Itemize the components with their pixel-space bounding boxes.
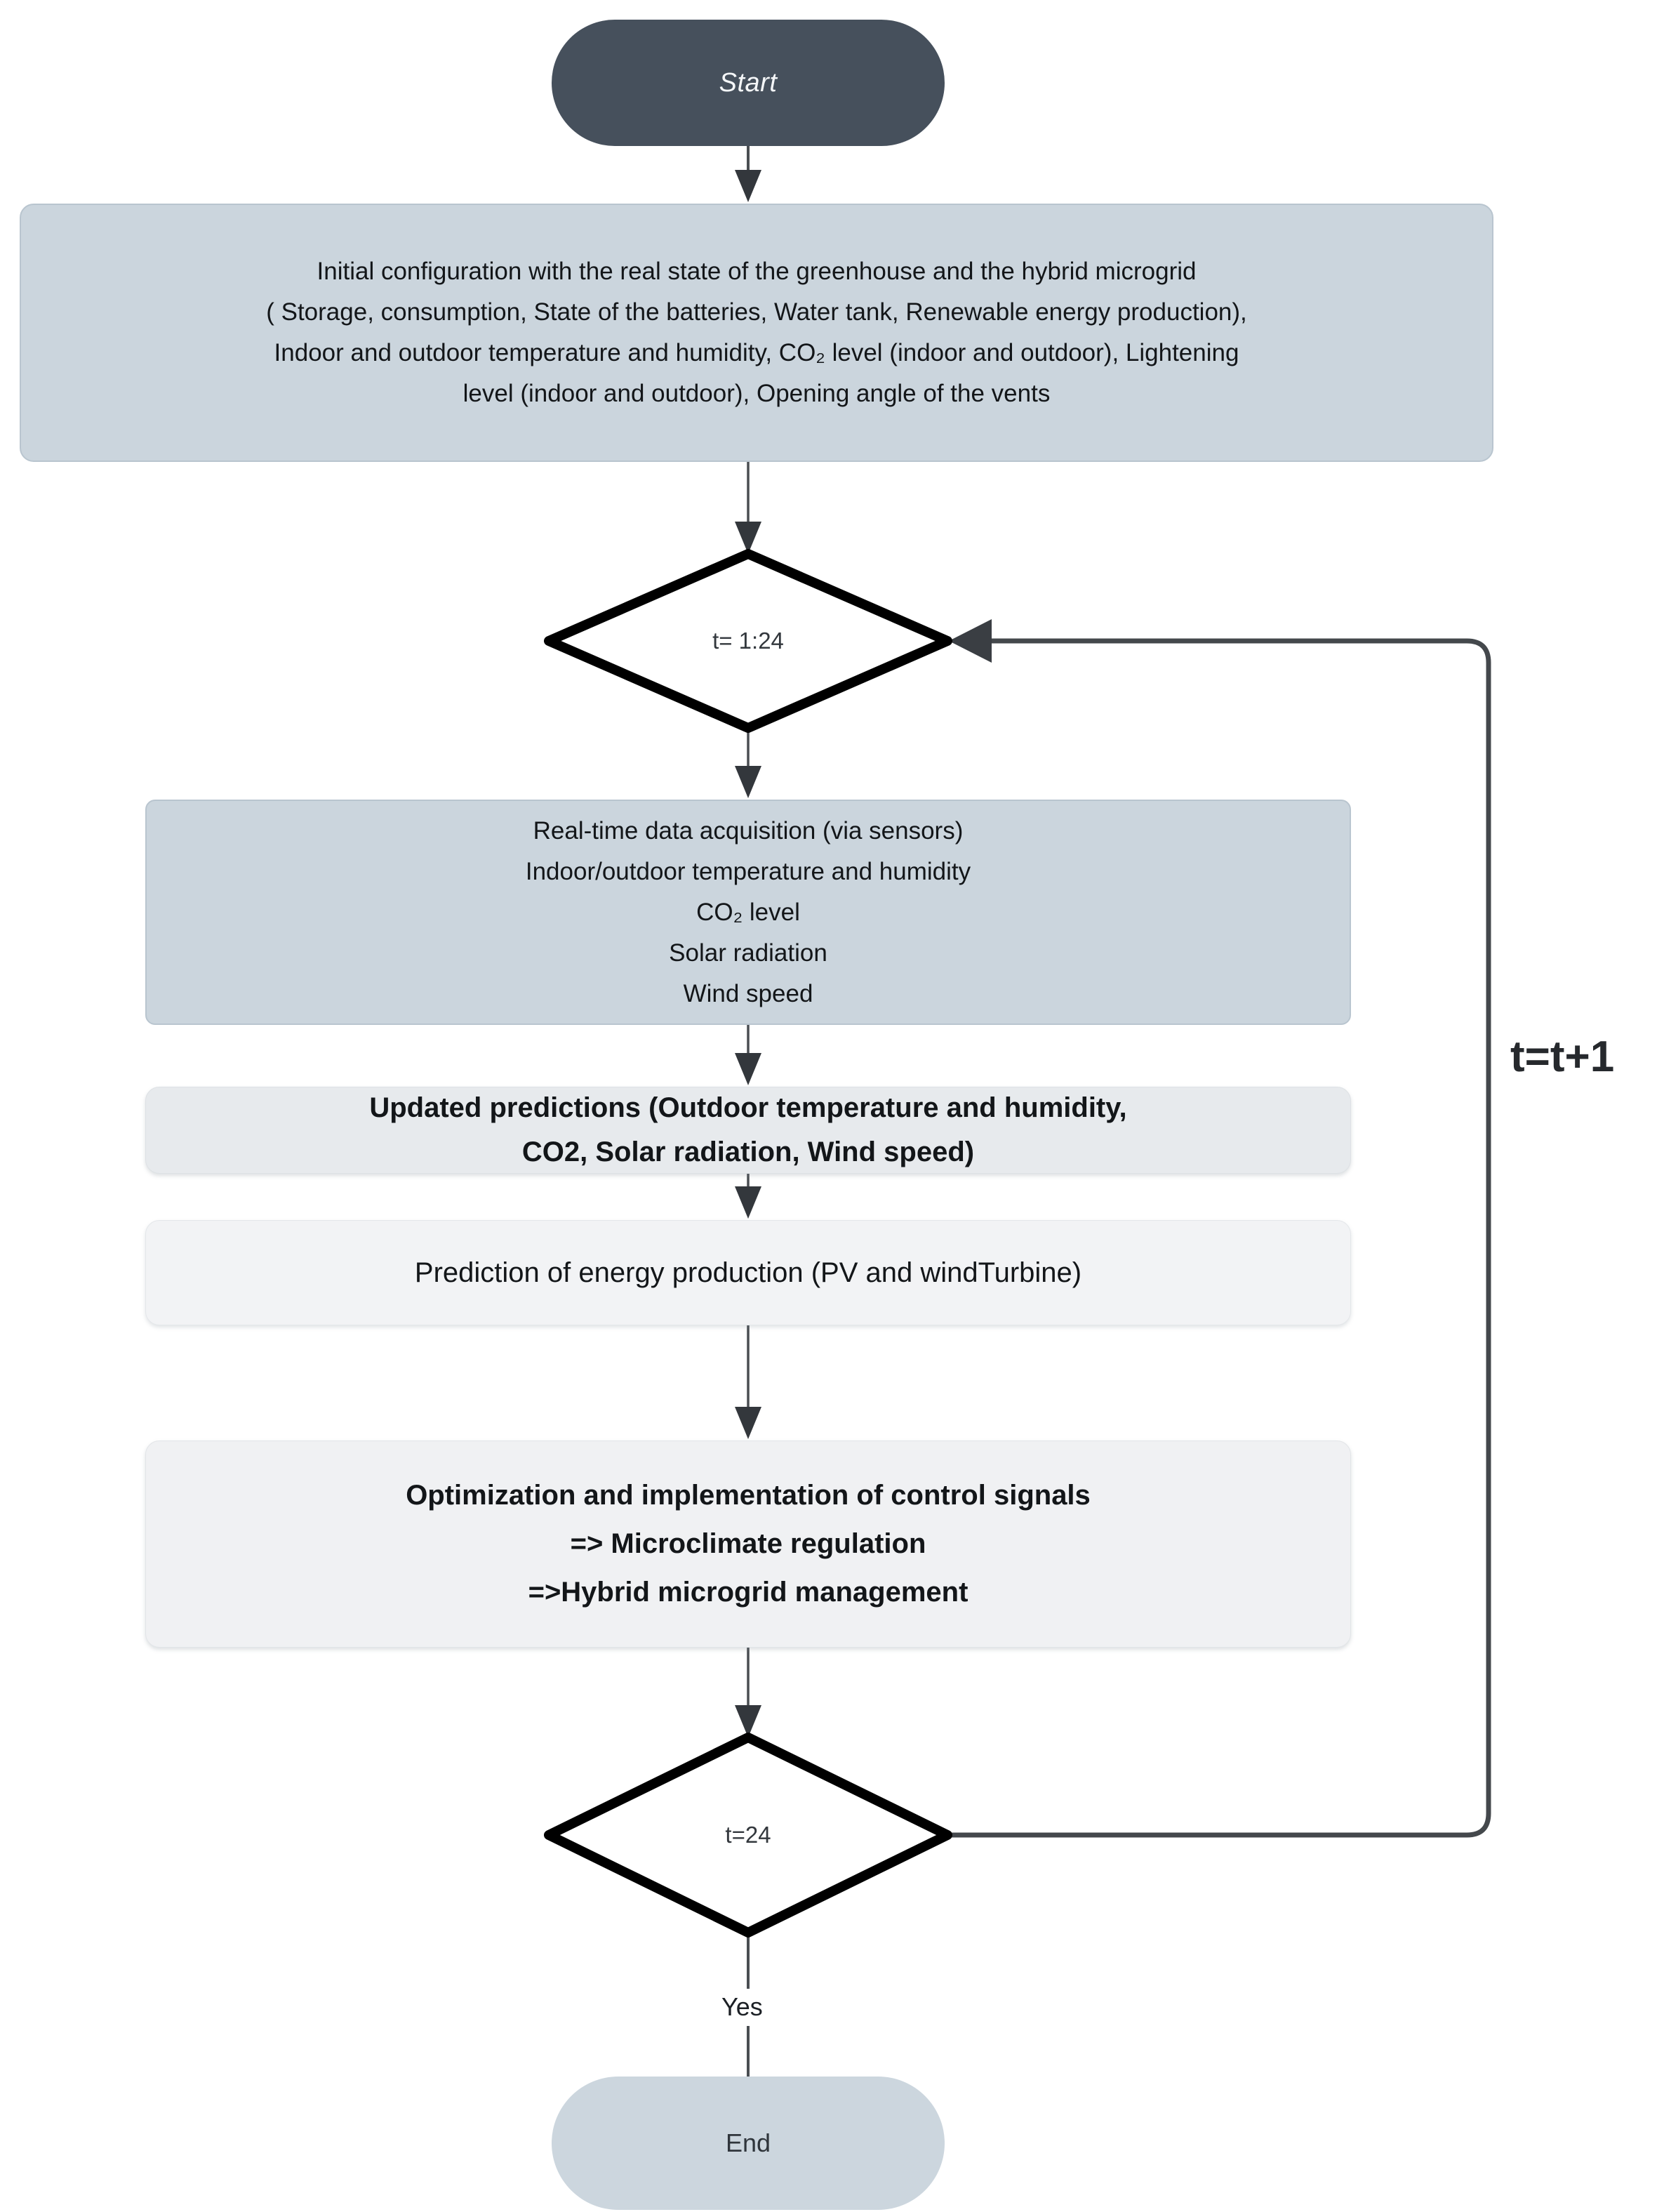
end-decision-node — [542, 1729, 954, 1941]
edge-feedback-loop-arrowhead — [949, 619, 992, 663]
optimization-line-1: Optimization and implementation of control signals — [406, 1480, 1091, 1511]
increment-edge-label: t=t+1 — [1510, 1033, 1615, 1081]
initial-configuration-line-3: Indoor and outdoor temperature and humidity, CO₂ level (indoor and outdoor), Lightening — [274, 339, 1239, 366]
hour-loop-decision-node — [542, 547, 954, 735]
edge-loopdecision-to-acquisition-arrowhead — [735, 766, 761, 798]
updated-predictions-node — [145, 1087, 1351, 1174]
end-decision-label: t=24 — [725, 1822, 771, 1848]
hour-loop-decision-label: t= 1:24 — [712, 628, 784, 654]
end-node — [552, 2077, 945, 2210]
end-label: End — [725, 2128, 771, 2157]
energy-prediction-label: Prediction of energy production (PV and windTurbine) — [414, 1257, 1082, 1288]
optimization-node — [145, 1441, 1351, 1648]
start-label: Start — [719, 67, 778, 98]
edge-predictions-to-energy-arrowhead — [735, 1186, 761, 1219]
data-acquisition-line-3: CO₂ level — [696, 898, 800, 926]
initial-configuration-line-4: level (indoor and outdoor), Opening angle of the vents — [462, 380, 1051, 407]
start-node — [552, 20, 945, 146]
initial-configuration-line-1: Initial configuration with the real state of the greenhouse and the hybrid microgrid — [317, 258, 1197, 285]
optimization-line-2: => Microclimate regulation — [570, 1528, 926, 1559]
yes-edge-label: Yes — [721, 1992, 763, 2021]
energy-prediction-node — [145, 1220, 1351, 1325]
updated-predictions-line-2: CO2, Solar radiation, Wind speed) — [521, 1137, 975, 1167]
data-acquisition-node — [145, 800, 1351, 1025]
optimization-line-3: =>Hybrid microgrid management — [528, 1577, 969, 1608]
edge-start-to-init-arrowhead — [735, 170, 761, 202]
data-acquisition-line-1: Real-time data acquisition (via sensors) — [533, 816, 964, 845]
data-acquisition-line-4: Solar radiation — [669, 939, 827, 967]
updated-predictions-line-1: Updated predictions (Outdoor temperature and humidity, — [369, 1092, 1127, 1123]
initial-configuration-line-2: ( Storage, consumption, State of the batteries, Water tank, Renewable energy production), — [266, 298, 1247, 326]
edge-acquisition-to-predictions-arrowhead — [735, 1053, 761, 1085]
initial-configuration-node — [20, 204, 1493, 462]
data-acquisition-line-2: Indoor/outdoor temperature and humidity — [525, 857, 971, 885]
data-acquisition-line-5: Wind speed — [683, 979, 813, 1007]
edge-energy-to-optimization-arrowhead — [735, 1407, 761, 1439]
